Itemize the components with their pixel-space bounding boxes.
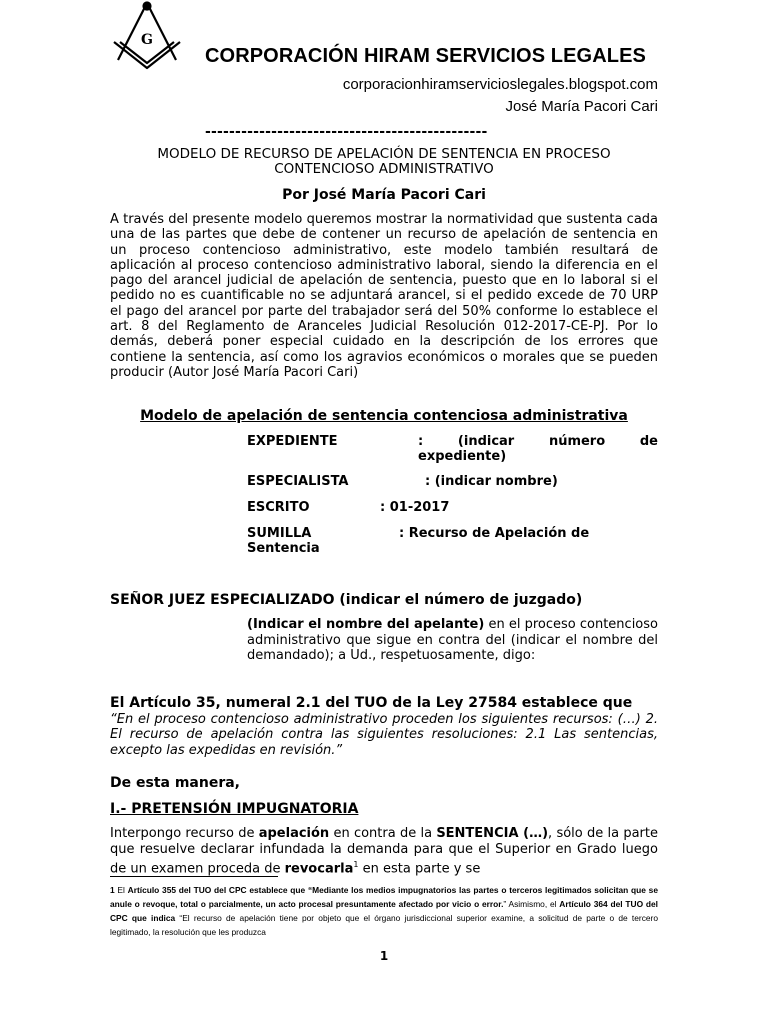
field-especialista: [247, 474, 658, 489]
byline: Por José María Pacori Cari: [282, 187, 486, 203]
document-title: MODELO DE RECURSO DE APELACIÓN DE SENTENCIA EN PROCESO CONTENCIOSO ADMINISTRATIVO: [157, 146, 611, 177]
field-value: : 01-2017: [380, 500, 450, 515]
page-number: 1: [379, 949, 389, 963]
footnote-separator: [110, 876, 278, 877]
field-value: : (indicar nombre): [425, 474, 558, 489]
field-label: ESCRITO: [247, 500, 310, 515]
field-label: EXPEDIENTE: [247, 434, 338, 449]
article-lead: El Artículo 35, numeral 2.1 del TUO de la Ley 27584 establece que: [110, 695, 633, 711]
logo-letter: G: [141, 32, 153, 48]
field-escrito: [247, 500, 658, 515]
square-compass-icon: [106, 0, 188, 70]
brand-title: CORPORACIÓN HIRAM SERVICIOS LEGALES: [205, 45, 646, 67]
footnote-ref: 1: [353, 860, 359, 869]
field-label: SUMILLA: [247, 526, 312, 541]
field-value: : (indicar número de expediente): [418, 434, 658, 464]
intro-paragraph: A través del presente modelo queremos mostrar la normatividad que sustenta cada una de las partes que debe de contener un recurso de apelación de sentencia en un proceso contencioso administrativo, este modelo también resultará de aplicación al proceso contencioso administrativo laboral, siendo la diferencia en el pago del arancel judicial de apelación de sentencia, puesto que en lo laboral si el pedido no es cuantificable no se adjuntará arancel, si el pedido excede de 70 URP el pago del arancel por parte del trabajador será del 50% conforme lo establece el art. 8 del Reglamento de Aranceles Judicial Resolución 012-2017-CE-PJ. Por lo demás, deberá poner especial cuidado en la descripción de los errores que contiene la sentencia, así como los agravios económicos o morales que se pueden producir (Autor José María Pacori Cari): [110, 212, 658, 380]
header-author: José María Pacori Cari: [505, 98, 658, 115]
site-url: corporacionhiramservicioslegales.blogspot.com: [342, 76, 658, 93]
appellant-paragraph: (Indicar el nombre del apelante) en el proceso contencioso administrativo que sigue en contra del (indicar el nombre del demandado); a Ud., respetuosamente, digo:: [247, 617, 658, 663]
transition-text: De esta manera,: [110, 775, 240, 791]
judge-greeting: SEÑOR JUEZ ESPECIALIZADO (indicar el número de juzgado): [110, 592, 583, 608]
header-divider: -----------------------------------------------: [205, 124, 488, 140]
article-quote: “En el proceso contencioso administrativo proceden los siguientes recursos: (…) 2. El recurso de apelación contra las siguientes resoluciones: 2.1 Las sentencias, excepto las expedidas en revisión.”: [110, 711, 658, 758]
claim-paragraph: Interpongo recurso de apelación en contra de la SENTENCIA (…), sólo de la parte que resuelve declarar infundada la demanda para que el Superior en Grado luego de un examen proceda de revocarla$^1$ en esta parte y se: [110, 826, 658, 877]
field-label: ESPECIALISTA: [247, 474, 349, 489]
article-paragraph: [110, 696, 658, 758]
footnote: 1 El Artículo 355 del TUO del CPC establece que “Mediante los medios impugnatorios las partes o terceros legitimados solicitan que se anule o revoque, total o parcialmente, un acto procesal presuntamente afectado por vicio o error.” Asimismo, el Artículo 364 del TUO del CPC que indica “El recurso de apelación tiene por objeto que el órgano jurisdiccional superior examine, a solicitud de parte o de tercero legitimado, la resolución que les produzca: [110, 885, 658, 937]
appellant-name: (Indicar el nombre del apelante): [247, 617, 485, 632]
model-subtitle: Modelo de apelación de sentencia contenciosa administrativa: [140, 408, 628, 424]
field-value: : Recurso de Apelación de Sentencia: [247, 526, 590, 556]
section-heading: I.- PRETENSIÓN IMPUGNATORIA: [110, 801, 359, 817]
field-expediente: [247, 434, 658, 464]
field-sumilla: [247, 526, 658, 556]
